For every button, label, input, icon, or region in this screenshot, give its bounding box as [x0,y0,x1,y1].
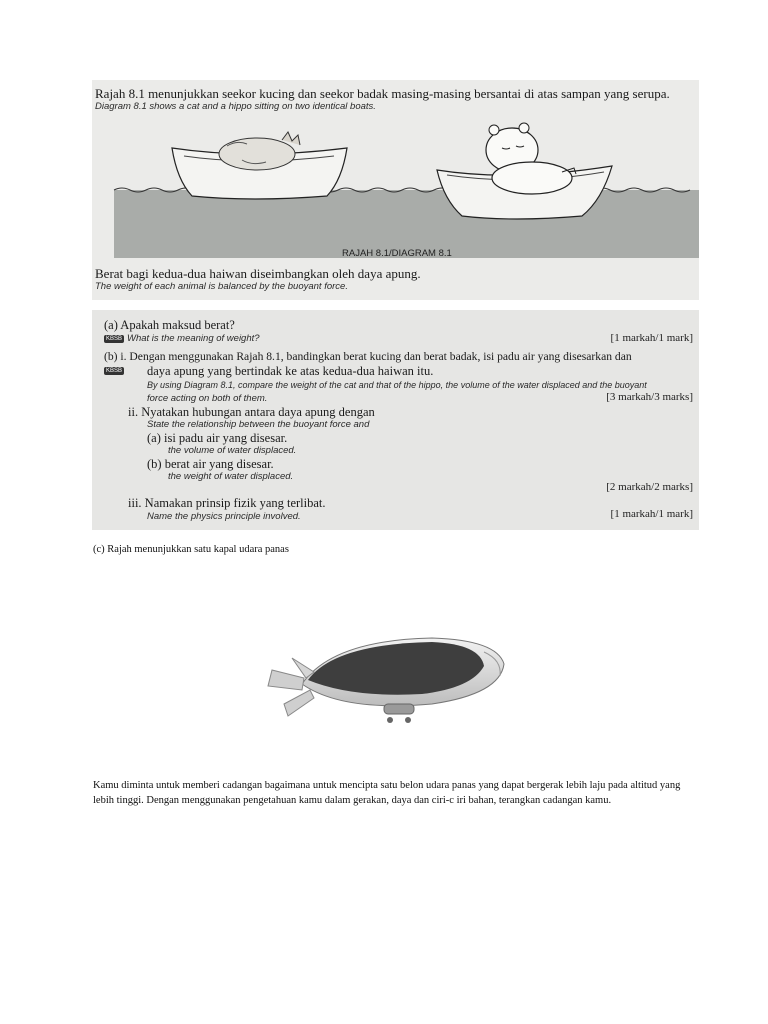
question-b-iii-malay: iii. Namakan prinsip fizik yang terlibat. [128,496,326,510]
question-b-i-english-line2: force acting on both of them. [147,393,268,404]
weight-malay: Berat bagi kedua-dua haiwan diseimbangkan oleh daya apung. [95,266,421,281]
intro-malay: Rajah 8.1 menunjukkan seekor kucing dan seekor badak masing-masing bersantai di atas sampan yang serupa. [95,86,670,101]
question-b-i-malay-line2: daya apung yang bertindak ke atas kedua-dua haiwan itu. [147,364,434,378]
question-b-ii-malay: ii. Nyatakan hubungan antara daya apung dengan [128,405,375,419]
boats-illustration [92,120,699,260]
question-a-english: What is the meaning of weight? [127,333,260,344]
instruction-paragraph: Kamu diminta untuk memberi cadangan bagaimana untuk mencipta satu belon udara panas yang dapat bergerak lebih laju pada altitud yang lebih tinggi. Dengan menggunakan pengetahuan kamu dalam gerakan, daya dan ciri-c iri bahan, terangkan cadangan kamu. [93,780,681,806]
question-b-ii-b-english: the weight of water displaced. [168,471,294,482]
weight-english: The weight of each animal is balanced by the buoyant force. [95,281,348,292]
question-b-i-malay-line1: (b) i. Dengan menggunakan Rajah 8.1, bandingkan berat kucing dan berat badak, isi padu air yang disesarkan dan [104,350,632,363]
question-b-iii-english: Name the physics principle involved. [147,511,301,522]
kbsb-badge-b: KBSB [106,368,123,374]
kbsb-badge: KBSB [106,336,123,342]
diagram-8-1-scan [92,80,699,300]
cat-boat [172,132,347,199]
intro-english: Diagram 8.1 shows a cat and a hippo sitting on two identical boats. [95,101,376,112]
question-b-ii-english: State the relationship between the buoyant force and [147,419,370,430]
questions-scan [92,310,699,530]
airship-image [262,632,512,732]
question-b-ii-a-english: the volume of water displaced. [168,445,297,456]
part-c-label: (c) Rajah menunjukkan satu kapal udara panas [93,544,289,555]
hippo-boat [437,123,612,219]
question-b-ii-marks: [2 markah/2 marks] [606,481,693,493]
question-b-i-english-line1: By using Diagram 8.1, compare the weight of the cat and that of the hippo, the volume of the water displaced and the buoyant [147,380,647,390]
question-a-malay: (a) Apakah maksud berat? [104,318,235,332]
question-a-marks: [1 markah/1 mark] [610,332,693,344]
question-b-ii-b-malay: (b) berat air yang disesar. [147,457,274,471]
question-b-i-marks: [3 markah/3 marks] [606,391,693,403]
question-b-iii-marks: [1 markah/1 mark] [610,508,693,520]
diagram-caption: RAJAH 8.1/DIAGRAM 8.1 [342,248,452,259]
question-b-ii-a-malay: (a) isi padu air yang disesar. [147,431,288,445]
